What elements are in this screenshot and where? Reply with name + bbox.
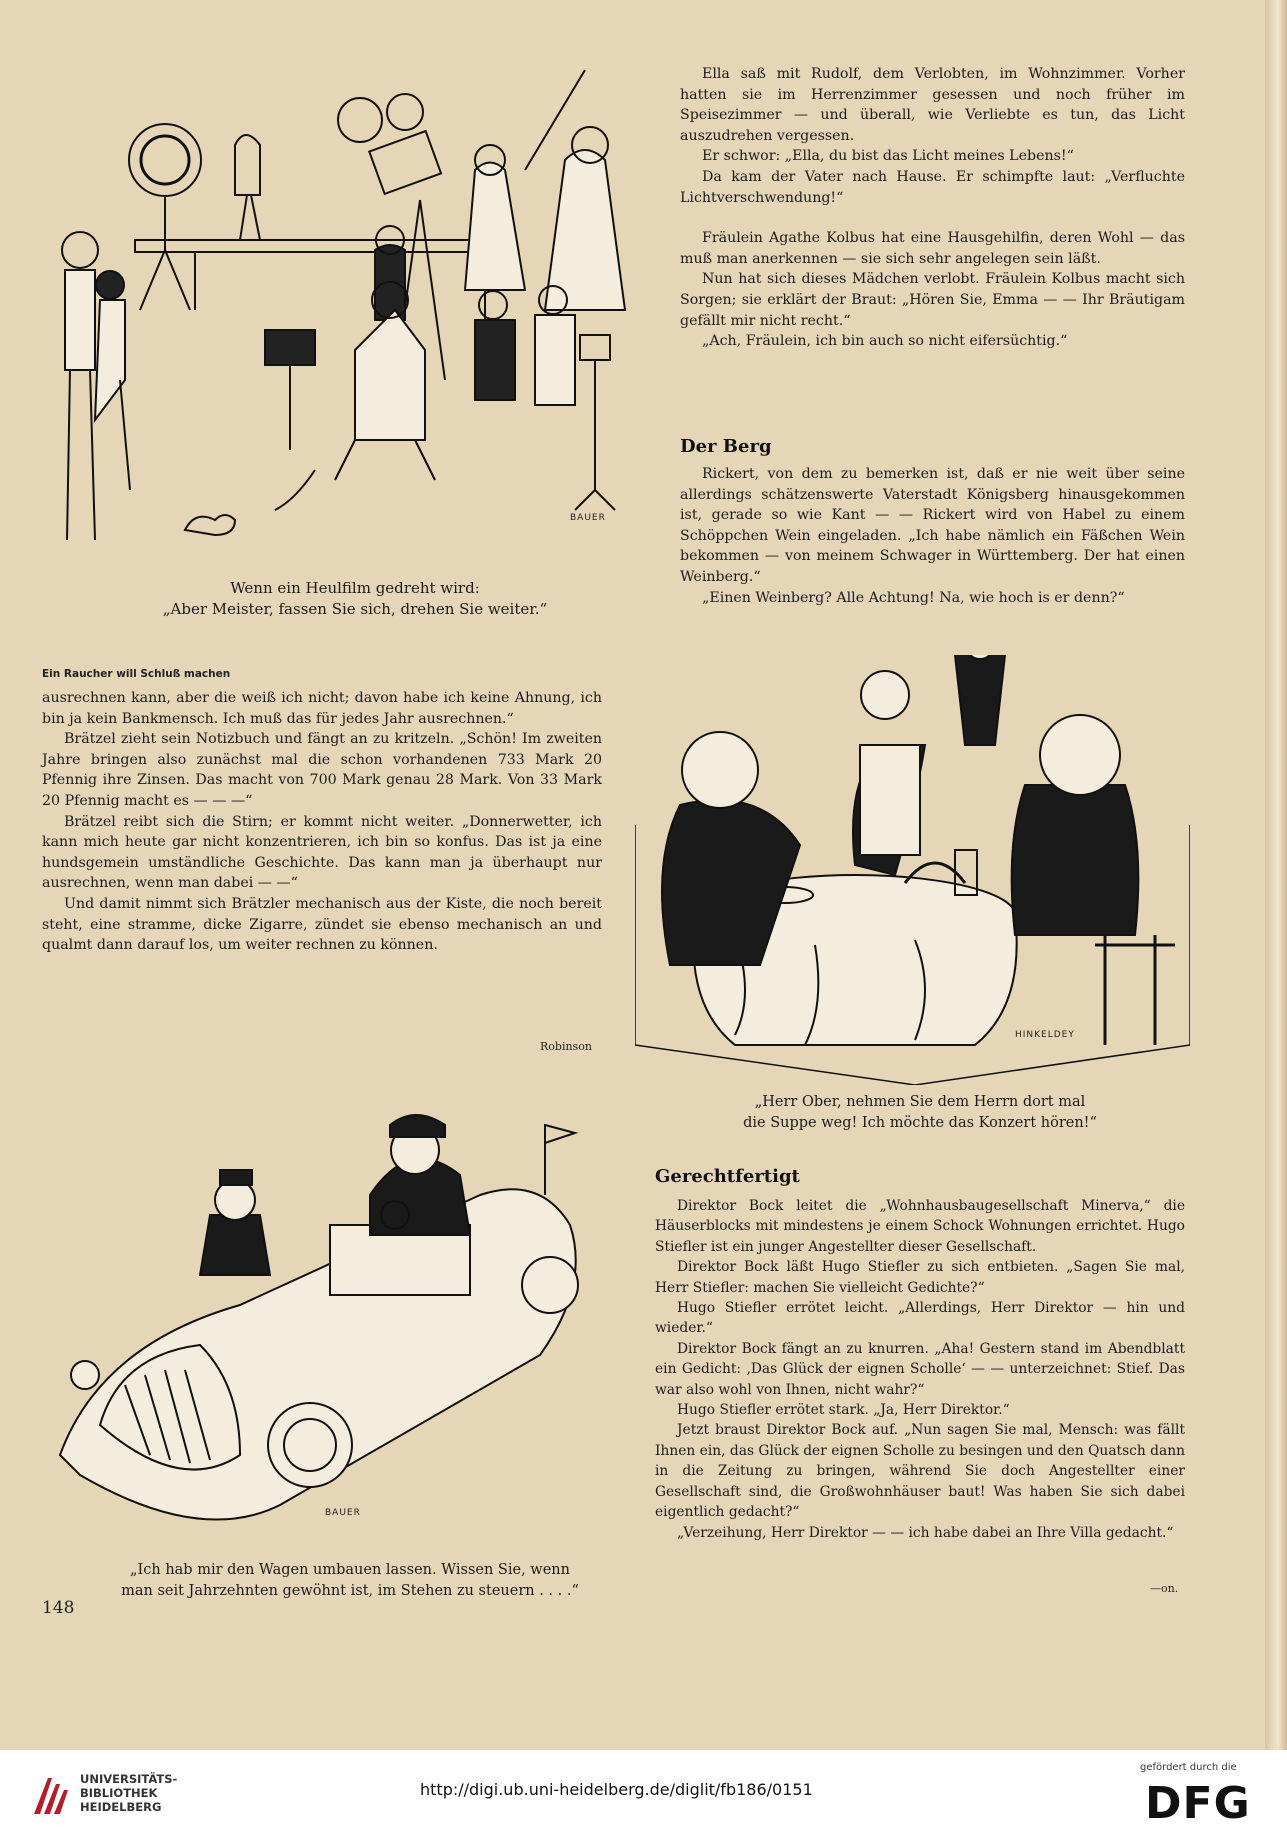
car-cartoon-caption xyxy=(70,1560,630,1602)
paragraph: ausrechnen kann, aber die weiß ich nicht; davon habe ich keine Ahnung, ich bin ja kein Bankmensch. Ich muß das für jedes Jahr ausrechnen.“ xyxy=(42,690,602,727)
source-url-link[interactable]: http://digi.ub.uni-heidelberg.de/diglit/fb186/0151 xyxy=(420,1780,813,1799)
author-byline: —on. xyxy=(1150,1582,1179,1595)
paragraph: Und damit nimmt sich Brätzler mechanisch aus der Kiste, die noch bereit steht, eine stramme, dicke Zigarre, zündet sie ebenso mechanisch an und qualmt dann darauf los, um weiter rechnen zu können. xyxy=(42,895,602,954)
paragraph: Fräulein Agathe Kolbus hat eine Hausgehilfin, deren Wohl — das muß man anerkennen — sie sich sehr angelegen sein läßt. xyxy=(680,230,1185,267)
paragraph: Er schwor: „Ella, du bist das Licht meines Lebens!“ xyxy=(702,148,1074,165)
caption-line: man seit Jahrzehnten gewöhnt ist, im Stehen zu steuern . . . .“ xyxy=(121,1583,579,1599)
paragraph: Nun hat sich dieses Mädchen verlobt. Fräulein Kolbus macht sich Sorgen; sie erklärt der Braut: „Hören Sie, Emma — — Ihr Bräutigam gefällt mir nicht recht.“ xyxy=(680,271,1185,329)
library-name-line: BIBLIOTHEK xyxy=(80,1786,158,1800)
page-number: 148 xyxy=(42,1598,75,1618)
library-name xyxy=(80,1772,177,1814)
caption-line: die Suppe weg! Ich möchte das Konzert hören!“ xyxy=(743,1115,1097,1131)
anecdote-column-top xyxy=(680,64,1185,352)
restaurant-cartoon-caption xyxy=(690,1092,1150,1134)
paragraph: Hugo Stiefler errötet leicht. „Allerdings, Herr Direktor — hin und wieder.“ xyxy=(655,1300,1185,1337)
paragraph: Rickert, von dem zu bemerken ist, daß er nie weit über seine allerdings schätzenswerte Vaterstadt Königsberg hinausgekommen ist, gerade so wie Kant — — Rickert wird von Habel zu einem Schöppchen Wein eingeladen. „Ich habe nämlich ein Fäßchen Wein bekommen — von meinem Schwager in Württemberg. Der hat einen Weinberg.“ xyxy=(680,466,1185,585)
paragraph: Direktor Bock fängt an zu knurren. „Aha! Gestern stand im Abendblatt ein Gedicht: ‚Das Glück der eignen Scholle‘ — — unterzeichnet: Stief. Das war also wohl von Ihnen, nicht wahr?“ xyxy=(655,1340,1185,1398)
sponsor-label: gefördert durch die xyxy=(1140,1762,1237,1773)
caption-line: Wenn ein Heulfilm gedreht wird: xyxy=(230,579,480,597)
caption-line: „Aber Meister, fassen Sie sich, drehen Sie weiter.“ xyxy=(162,600,548,618)
artist-signature: BAUER xyxy=(325,1508,361,1518)
section-heading-gerechtfertigt: Gerechtfertigt xyxy=(655,1166,800,1187)
paragraph: Jetzt braust Direktor Bock auf. „Nun sagen Sie mal, Mensch: was fällt Ihnen ein, das Glück der eignen Scholle zu besingen und den Quatsch dann in die Zeitung zu bringen, während Sie doch Angestellter einer Gesellschaft sind, die Großwohnhäuser baut! Was haben Sie sich dabei eigentlich gedacht?“ xyxy=(655,1422,1185,1521)
library-name-line: HEIDELBERG xyxy=(80,1800,162,1814)
car-illustration xyxy=(40,1095,620,1550)
artist-signature: HINKELDEY xyxy=(1015,1030,1075,1040)
caption-line: „Herr Ober, nehmen Sie dem Herrn dort mal xyxy=(754,1094,1086,1110)
artist-signature: BAUER xyxy=(570,513,606,523)
running-head-raucher: Ein Raucher will Schluß machen xyxy=(42,668,231,680)
film-cartoon-caption xyxy=(70,578,640,620)
digitization-footer xyxy=(0,1750,1287,1845)
berg-text xyxy=(680,464,1185,608)
paragraph: Ella saß mit Rudolf, dem Verlobten, im Wohnzimmer. Vorher hatten sie im Herrenzimmer gesessen und noch früher im Speisezimmer — und überall, wie Verliebte es tun, das Licht auszudrehen vergessen. xyxy=(680,66,1185,144)
paragraph: „Einen Weinberg? Alle Achtung! Na, wie hoch is er denn?“ xyxy=(702,589,1125,606)
university-library-logo xyxy=(30,1774,70,1818)
paragraph: Direktor Bock leitet die „Wohnhausbaugesellschaft Minerva,“ die Häuserblocks mit mindestens je einem Schock Wohnungen errichtet. Hugo Stiefler ist ein junger Angestellter dieser Gesellschaft. xyxy=(655,1198,1185,1255)
paragraph: „Verzeihung, Herr Direktor — — ich habe dabei an Ihre Villa gedacht.“ xyxy=(677,1524,1174,1541)
film-set-illustration xyxy=(25,50,650,570)
section-heading-berg: Der Berg xyxy=(680,436,772,457)
dfg-logo: DFG xyxy=(1145,1778,1251,1829)
gerechtfertigt-text xyxy=(655,1196,1185,1543)
paragraph: Da kam der Vater nach Hause. Er schimpfte laut: „Verfluchte Lichtverschwendung!“ xyxy=(680,168,1185,206)
paragraph: „Ach, Fräulein, ich bin auch so nicht eifersüchtig.“ xyxy=(702,333,1068,350)
paragraph: Hugo Stiefler errötet stark. „Ja, Herr Direktor.“ xyxy=(677,1402,1010,1419)
author-byline: Robinson xyxy=(540,1040,592,1053)
library-name-line: UNIVERSITÄTS- xyxy=(80,1772,178,1786)
paragraph: Brätzel zieht sein Notizbuch und fängt an zu kritzeln. „Schön! Im zweiten Jahre bringen also zunächst mal die schon vorhandenen 733 Mark 20 Pfennig ihre Zinsen. Das macht von 700 Mark genau 28 Mark. Von 33 Mark 20 Pfennig macht es — — —“ xyxy=(42,731,602,809)
paragraph: Brätzel reibt sich die Stirn; er kommt nicht weiter. „Donnerwetter, ich kann mich heute gar nicht konzentrieren, ich bin so konfus. Das ist ja eine hundsgemein umständliche Geschichte. Das kann man ja überhaupt nur ausrechnen, wenn man dabei — —“ xyxy=(42,813,602,892)
restaurant-illustration xyxy=(635,655,1190,1085)
raucher-text xyxy=(42,688,602,956)
paragraph: Direktor Bock läßt Hugo Stiefler zu sich entbieten. „Sagen Sie mal, Herr Stiefler: machen Sie vielleicht Gedichte?“ xyxy=(655,1259,1185,1296)
page-edge xyxy=(1265,0,1287,1750)
caption-line: „Ich hab mir den Wagen umbauen lassen. Wissen Sie, wenn xyxy=(130,1562,570,1578)
